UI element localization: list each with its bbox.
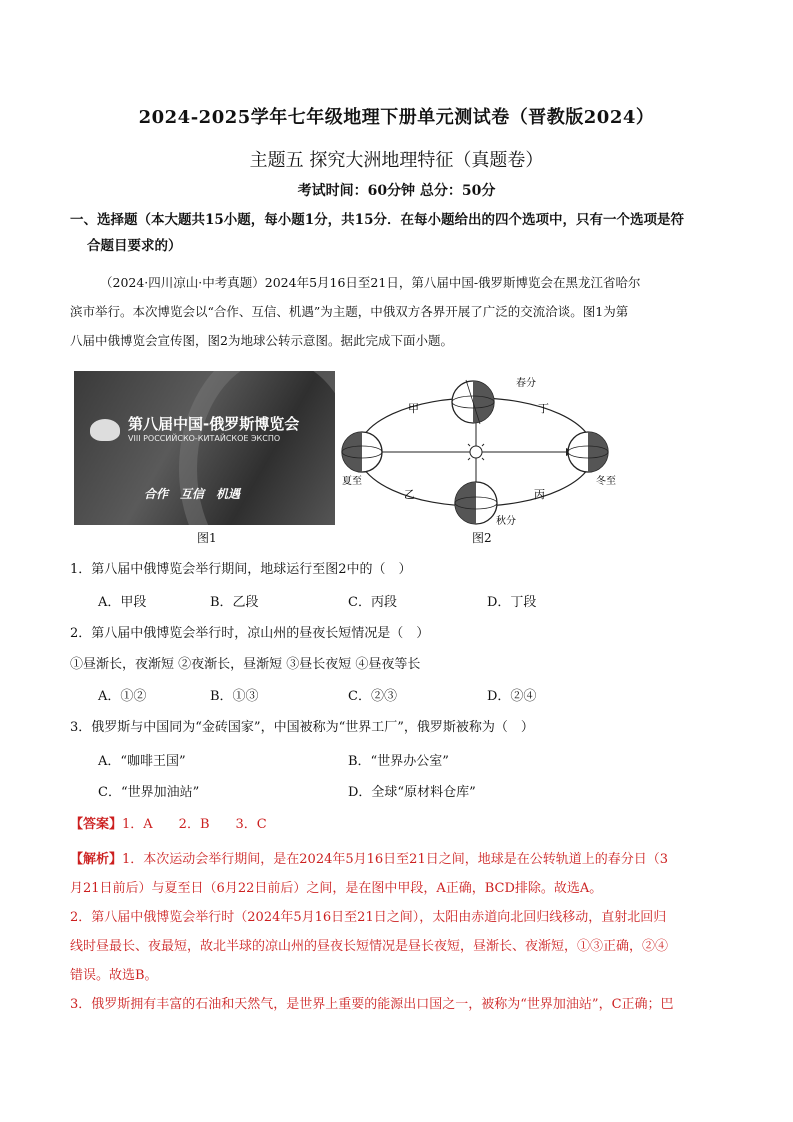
earth-spring-icon — [452, 380, 494, 424]
figure1-expo-poster — [74, 371, 335, 525]
question-3-stem: 3．俄罗斯与中国同为“金砖国家”，中国被称为“世界工厂”，俄罗斯被称为（ ） — [70, 720, 534, 735]
poster-slogans: 合作 互信 机遇 — [144, 487, 241, 501]
label-spring: 春分 — [516, 378, 536, 389]
q3-option-a: A．“咖啡王国” — [98, 754, 186, 769]
earth-summer-icon — [342, 432, 382, 472]
analysis-p1-l1: 【解析】1．本次运动会举行期间，是在2024年5月16日至21日之间，地球是在公转轨道上的春分日（3 — [70, 852, 668, 867]
label-jia: 甲 — [408, 402, 419, 415]
q1-option-d: D．丁段 — [487, 595, 537, 610]
analysis-p2-l2: 线时昼最长、夜最短，故北半球的凉山州的昼夜长短情况是昼长夜短，昼渐长、夜渐短，①③正确，②④ — [70, 939, 669, 954]
q2-option-b: B．①③ — [210, 689, 259, 704]
q1-option-c: C．丙段 — [348, 595, 397, 610]
expo-logo-icon — [90, 419, 120, 441]
answer-tag: 【答案】 — [70, 817, 123, 832]
earth-winter-icon — [568, 432, 608, 472]
q3-option-c: C．“世界加油站” — [98, 785, 200, 800]
q1-option-b: B．乙段 — [210, 595, 259, 610]
analysis-block — [70, 845, 730, 1019]
label-summer: 夏至 — [342, 476, 362, 487]
q2-option-d: D．②④ — [487, 689, 537, 704]
figure1-caption: 图1 — [197, 531, 217, 545]
q3-option-b: B．“世界办公室” — [348, 754, 449, 769]
question-2-sub: ①昼渐长，夜渐短 ②夜渐长，昼渐短 ③昼长夜短 ④昼夜等长 — [70, 657, 421, 672]
exam-info: 考试时间：60分钟 总分：50分 — [297, 183, 496, 199]
analysis-p2-l3: 错误。故选B。 — [70, 968, 158, 983]
q3-option-d: D．全球“原材料仓库” — [348, 785, 476, 800]
answer-text: 1．A 2．B 3．C — [122, 817, 267, 832]
earth-autumn-icon — [455, 482, 497, 524]
poster-title-ru: VIII РОССИЙСКО-КИТАЙСКОЕ ЭКСПО — [128, 434, 281, 443]
q2-option-a: A．①② — [98, 689, 147, 704]
intro-paragraph — [70, 268, 730, 355]
section-heading-line2: 合题目要求的） — [87, 238, 182, 254]
label-ding: 丁 — [538, 402, 549, 415]
question-1-stem: 1．第八届中俄博览会举行期间，地球运行至图2中的（ ） — [70, 562, 412, 577]
label-autumn: 秋分 — [496, 516, 516, 527]
label-winter: 冬至 — [596, 476, 616, 487]
section-heading — [70, 207, 730, 259]
section-heading-line1: 一、选择题（本大题共15小题，每小题1分，共15分．在每小题给出的四个选项中，只有一个选项是符 — [70, 212, 684, 228]
q1-option-a: A．甲段 — [98, 595, 147, 610]
question-2-stem: 2．第八届中俄博览会举行时，凉山州的昼夜长短情况是（ ） — [70, 626, 430, 641]
intro-line2: 滨市举行。本次博览会以“合作、互信、机遇”为主题，中俄双方各界开展了广泛的交流洽谈。图1为第 — [70, 304, 629, 319]
analysis-p3-l1: 3．俄罗斯拥有丰富的石油和天然气，是世界上重要的能源出口国之一，被称为“世界加油站”，C正确；巴 — [70, 997, 674, 1012]
analysis-p1-l2: 月21日前后）与夏至日（6月22日前后）之间，是在图中甲段，A正确，BCD排除。故选A。 — [70, 881, 603, 896]
intro-line1: （2024·四川凉山·中考真题）2024年5月16日至21日，第八届中国-俄罗斯博览会在黑龙江省哈尔 — [100, 275, 641, 290]
analysis-p2-l1: 2．第八届中俄博览会举行时（2024年5月16日至21日之间），太阳由赤道向北回归线移动，直射北回归 — [70, 910, 667, 925]
figure2-orbit-diagram — [338, 372, 628, 532]
figure2-caption: 图2 — [472, 531, 492, 545]
answer-line — [70, 813, 267, 832]
document-subtitle: 主题五 探究大洲地理特征（真题卷） — [249, 150, 544, 171]
intro-line3: 八届中俄博览会宣传图，图2为地球公转示意图。据此完成下面小题。 — [70, 333, 453, 348]
analysis-tag: 【解析】 — [70, 852, 123, 867]
poster-title-cn: 第八届中国-俄罗斯博览会 — [128, 415, 300, 433]
label-yi: 乙 — [404, 488, 415, 501]
label-bing: 丙 — [534, 488, 545, 501]
document-title: 2024-2025学年七年级地理下册单元测试卷（晋教版2024） — [138, 107, 655, 128]
q2-option-c: C．②③ — [348, 689, 397, 704]
